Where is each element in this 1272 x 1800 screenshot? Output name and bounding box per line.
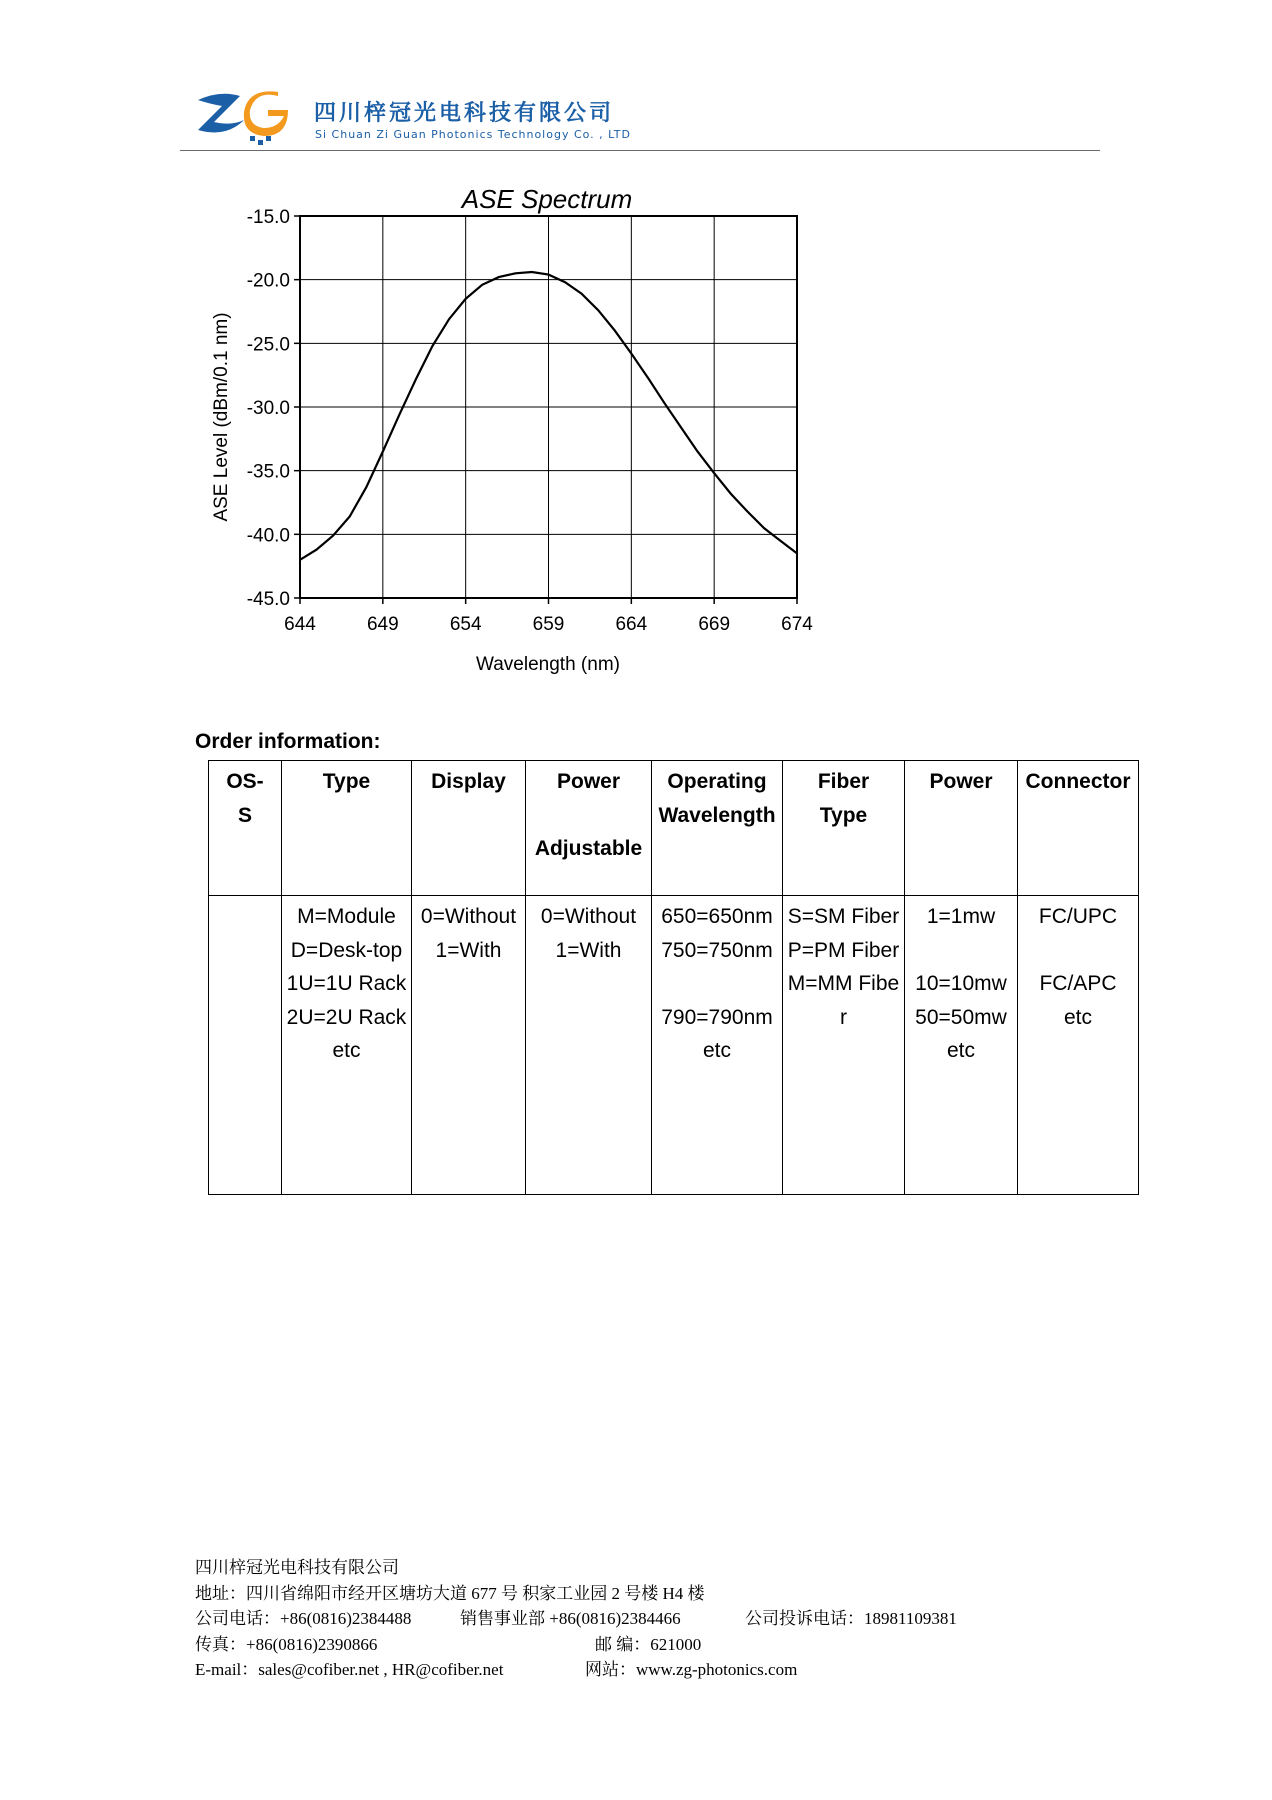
company-name-en: Si Chuan Zi Guan Photonics Technology Co. , LTD (315, 128, 631, 141)
page-header (180, 82, 1100, 152)
header-power-adjustable: Power Adjustable (526, 761, 652, 896)
header-power: Power (905, 761, 1018, 896)
header-display: Display (412, 761, 526, 896)
cell-type: M=Module D=Desk-top 1U=1U Rack 2U=2U Rack etc (282, 896, 412, 1195)
footer-postcode: 邮 编：621000 (595, 1634, 702, 1654)
cell-power: 1=1mw 10=10mw 50=50mw etc (905, 896, 1018, 1195)
company-logo (192, 86, 292, 148)
x-tick-label: 644 (284, 614, 316, 635)
y-tick-label: -40.0 (246, 525, 290, 547)
cell-power-adjustable: 0=Without 1=With (526, 896, 652, 1195)
table-header-row (209, 761, 1139, 896)
x-tick-label: 654 (449, 614, 482, 635)
x-axis-ticks (284, 598, 813, 635)
cell-operating-wavelength: 650=650nm 750=750nm 790=790nm etc (652, 896, 783, 1195)
y-tick-label: -45.0 (246, 589, 290, 610)
footer-complaint-phone: 公司投诉电话：18981109381 (745, 1609, 957, 1628)
footer-address: 地址：四川省绵阳市经开区塘坊大道 677 号 积家工业园 2 号楼 H4 楼 (195, 1583, 705, 1603)
footer-company: 四川梓冠光电科技有限公司 (195, 1558, 399, 1577)
header-fiber-type: Fiber Type (783, 761, 905, 896)
header-os-s: OS- S (209, 761, 282, 896)
footer-sales-phone: 销售事业部 +86(0816)2384466 (460, 1609, 681, 1628)
header-divider (180, 150, 1100, 151)
footer-fax: 传真：+86(0816)2390866 (195, 1634, 378, 1654)
header-operating-wavelength: Operating Wavelength (652, 761, 783, 896)
x-tick-label: 659 (532, 614, 565, 635)
table-row (209, 896, 1139, 1195)
cell-display: 0=Without 1=With (412, 896, 526, 1195)
cell-os-s (209, 896, 282, 1195)
chart-title: ASE Spectrum (461, 184, 633, 214)
footer-phone: 公司电话：+86(0816)2384488 (195, 1609, 412, 1628)
cell-connector: FC/UPC FC/APC etc (1018, 896, 1139, 1195)
x-tick-label: 649 (366, 614, 399, 635)
y-tick-label: -35.0 (246, 461, 290, 483)
header-connector: Connector (1018, 761, 1139, 896)
order-info-table (208, 760, 1139, 1195)
x-tick-label: 669 (698, 614, 731, 635)
header-type: Type (282, 761, 412, 896)
x-tick-label: 674 (781, 614, 813, 635)
y-tick-label: -30.0 (246, 398, 290, 419)
footer-website: 网站：www.zg-photonics.com (585, 1660, 798, 1679)
footer-email: E-mail：sales@cofiber.net , HR@cofiber.net (195, 1660, 504, 1679)
y-tick-label: -25.0 (246, 334, 290, 356)
company-name-cn: 四川梓冠光电科技有限公司 (314, 101, 615, 126)
chart-grid (300, 216, 797, 598)
y-axis-label: ASE Level (dBm/0.1 nm) (211, 312, 232, 522)
y-axis-ticks (247, 207, 300, 610)
ase-spectrum-chart (195, 180, 845, 685)
order-info-title: Order information: (195, 730, 381, 753)
cell-fiber-type: S=SM Fiber P=PM Fiber M=MM Fiber (783, 896, 905, 1195)
y-tick-label: -20.0 (246, 270, 290, 292)
x-axis-label: Wavelength (nm) (476, 654, 620, 675)
x-tick-label: 664 (615, 614, 648, 635)
y-tick-label: -15.0 (246, 207, 290, 228)
